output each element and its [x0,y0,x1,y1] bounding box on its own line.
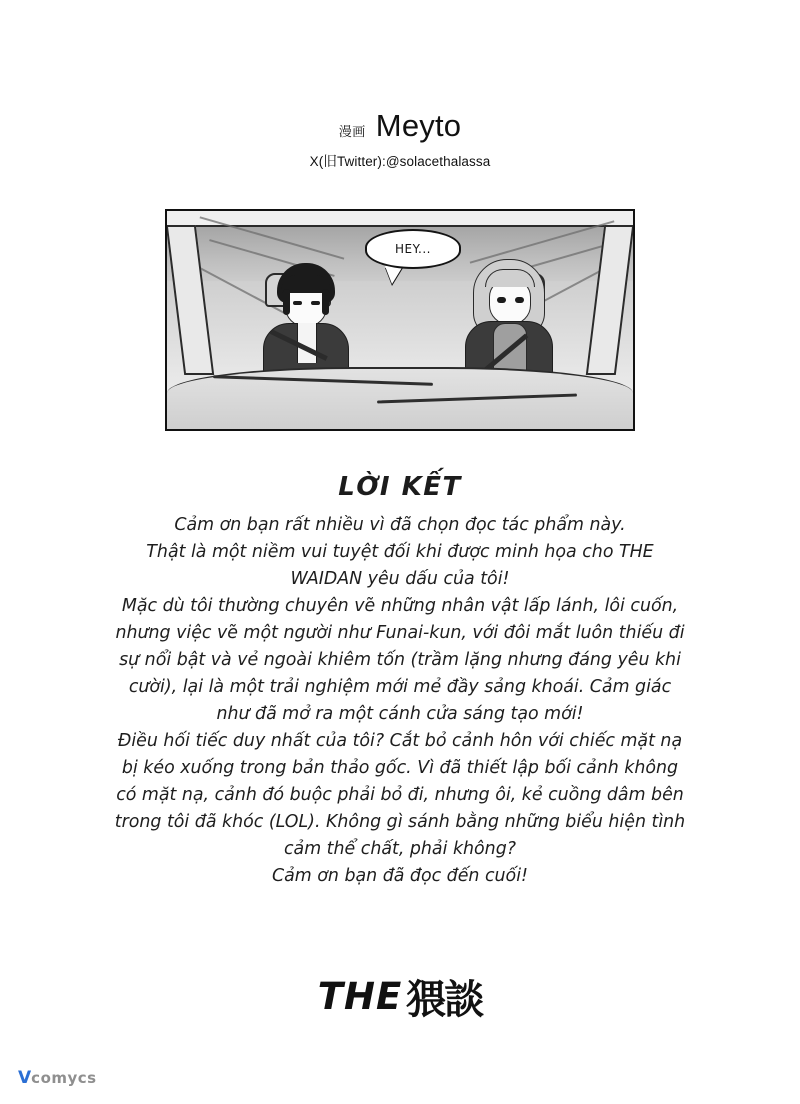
afterword-paragraph: Thật là một niềm vui tuyệt đối khi được minh họa cho THE WAIDAN yêu dấu của tôi! [146,542,654,589]
speech-bubble-tail [385,266,403,284]
character-male-sideburn-left [283,289,290,315]
character-male-eye-left [293,301,302,305]
watermark-text: comycs [31,1069,97,1087]
afterword-paragraph: Điều hối tiếc duy nhất của tôi? Cắt bỏ cảnh hôn với chiếc mặt nạ bị kéo xuống trong bản thảo gốc. Vì đã thiết lập bối cảnh không có mặt nạ, cảnh đó buộc phải bỏ đi, nhưng ôi, kẻ cuồng dâm bên trong tôi đã khóc (LOL). Không gì sánh bằng những biểu hiện tình cảm thể chất, phải không? [114,731,686,859]
character-female-eye-right [515,297,524,303]
afterword-title: LỜI KẾT [338,472,462,502]
character-female-fringe [485,269,535,287]
series-logo-kanji: 猥談 [406,977,483,1023]
car-roof [167,211,633,227]
series-logo [0,968,800,1025]
afterword-paragraph: Cảm ơn bạn rất nhiều vì đã chọn đọc tác phẩm này. [174,515,626,535]
afterword-body [110,512,690,890]
afterword-paragraph: Mặc dù tôi thường chuyên vẽ những nhân vật lấp lánh, lôi cuốn, nhưng việc vẽ một người như Funai-kun, với đôi mắt luôn thiếu đi sự nổi bật và vẻ ngoài khiêm tốn (trầm lặng nhưng đáng yêu khi cười), lại là một trải nghiệm mới mẻ đầy sảng khoái. Cảm giác như đã mở ra một cánh cửa sáng tạo mới! [115,596,685,724]
artist-social-handle: X(旧Twitter):@solacethalassa [309,154,491,169]
role-label: 漫画 [338,124,366,139]
afterword-paragraph: Cảm ơn bạn đã đọc đến cuối! [271,866,528,886]
speech-bubble-text: HEY... [395,242,431,256]
manga-panel [165,209,635,431]
speech-bubble [365,229,461,269]
artist-credit-line [339,108,461,144]
artist-name: Meyto [375,108,462,143]
credits-block [0,108,800,170]
character-male-sideburn-right [322,289,329,315]
character-male-eye-right [311,301,320,305]
watermark-initial: V [18,1068,32,1088]
character-female-eye-left [497,297,506,303]
series-logo-the: THE [317,975,403,1018]
site-watermark [18,1068,97,1088]
